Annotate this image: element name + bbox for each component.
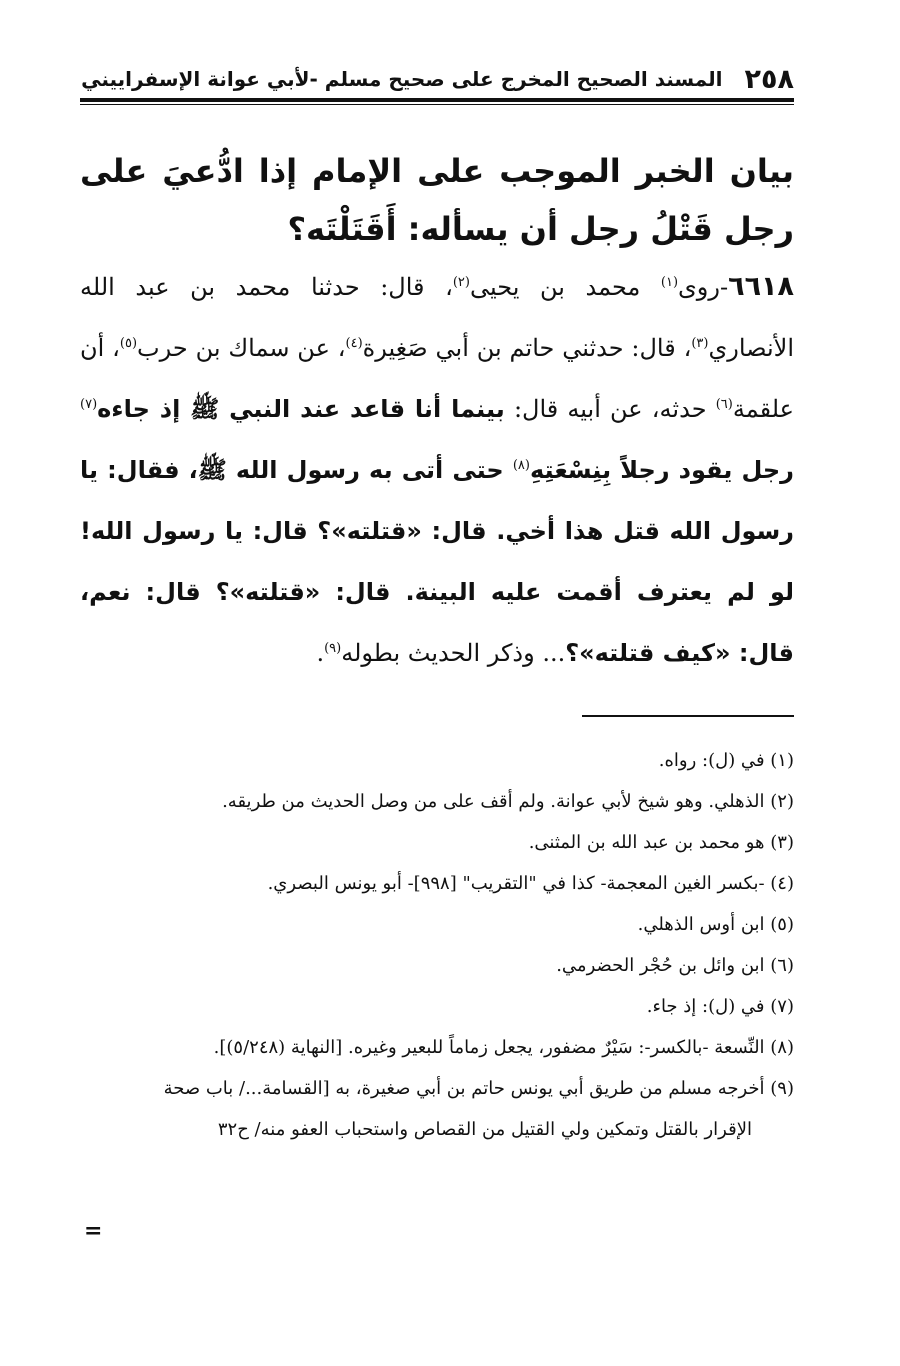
footnote-mark: (٣) [691,336,709,351]
hadith-paragraph [80,256,794,684]
matn-segment: حتى أتى به رسول الله ﷺ، فقال: يا رسول الله قتل هذا أخي. قال: «قتلته»؟ قال: يا رسول الله! لو لم يعترف أقمت عليه البينة. قال: «قتلته»؟ قال: نعم، قال: «كيف قتلته»؟ [80,456,794,667]
footnote-mark: (٩) [324,641,342,656]
text-segment: ، قال: حدثني حاتم بن أبي صَغِيرة [362,334,692,362]
footnote-rule [582,715,794,717]
text-segment: محمد بن يحيى [469,273,661,301]
footnote-mark: (٨) [512,458,530,473]
text-segment: حدثه، عن أبيه قال: [504,395,716,423]
text-segment: ، أن علقمة [80,334,794,423]
hadith-body [80,256,794,684]
text-segment: -روى [678,273,729,301]
footnotes [80,740,794,1150]
footnote-5: (٥) ابن أوس الذهلي. [637,914,794,935]
page-number: ٢٥٨ [744,63,794,95]
footnote-2: (٢) الذهلي. وهو شيخ لأبي عوانة. ولم أقف على من وصل الحديث من طريقه. [222,791,794,812]
text-segment: ، عن سماك بن حرب [137,334,346,362]
hadith-number: ٦٦١٨ [728,271,795,302]
running-title: المسند الصحيح المخرج على صحيح مسلم -لأبي عوانة الإسفراييني [81,67,723,91]
header-rule-thin [80,104,794,105]
footnote-mark: (٧) [80,397,98,412]
chapter-heading: بيان الخبر الموجب على الإمام إذا ادُّعيَ على رجل قَتْلُ رجل أن يسأله: أَقَتَلْتَه؟ [80,152,794,248]
text-segment: . [316,639,325,667]
matn-segment: بينما أنا قاعد عند النبي ﷺ إذ جاءه [97,395,505,423]
footnote-mark: (١) [660,275,679,290]
text-segment: ، قال: حدثنا محمد بن عبد الله الأنصاري [80,273,795,362]
footnote-7: (٧) في (ل): إذ جاء. [646,996,794,1017]
header-rule [80,98,794,102]
text-segment: ... وذكر الحديث بطوله [341,639,566,667]
footnote-1: (١) في (ل): رواه. [658,750,794,771]
footnote-4: (٤) -بكسر الغين المعجمة- كذا في "التقريب" [٩٩٨]- أبو يونس البصري. [267,873,794,894]
footnote-mark: (٤) [345,336,363,351]
continuation-mark: = [84,1218,103,1244]
footnote-8: (٨) النِّسعة -بالكسر-: سَيْرٌ مضفور، يجعل زماماً للبعير وغيره. [النهاية (٥/٢٤٨)]. [213,1037,794,1058]
footnote-6: (٦) ابن وائل بن حُجْر الحضرمي. [556,955,794,976]
footnote-9-continuation: الإقرار بالقتل وتمكين ولي القتيل من القصاص واستحباب العفو منه/ ح٣٢ [217,1119,752,1140]
footnote-mark: (٢) [452,275,470,290]
footnote-9: (٩) أخرجه مسلم من طريق أبي يونس حاتم بن أبي صغيرة، به [القسامة.../ باب صحة [163,1078,794,1099]
footnote-mark: (٦) [715,397,733,412]
footnote-3: (٣) هو محمد بن عبد الله بن المثنى. [528,832,794,853]
footnote-mark: (٥) [119,336,138,351]
matn-segment: رجل يقود رجلاً بِنِسْعَتِهِ [529,456,794,484]
page-header [80,62,794,96]
